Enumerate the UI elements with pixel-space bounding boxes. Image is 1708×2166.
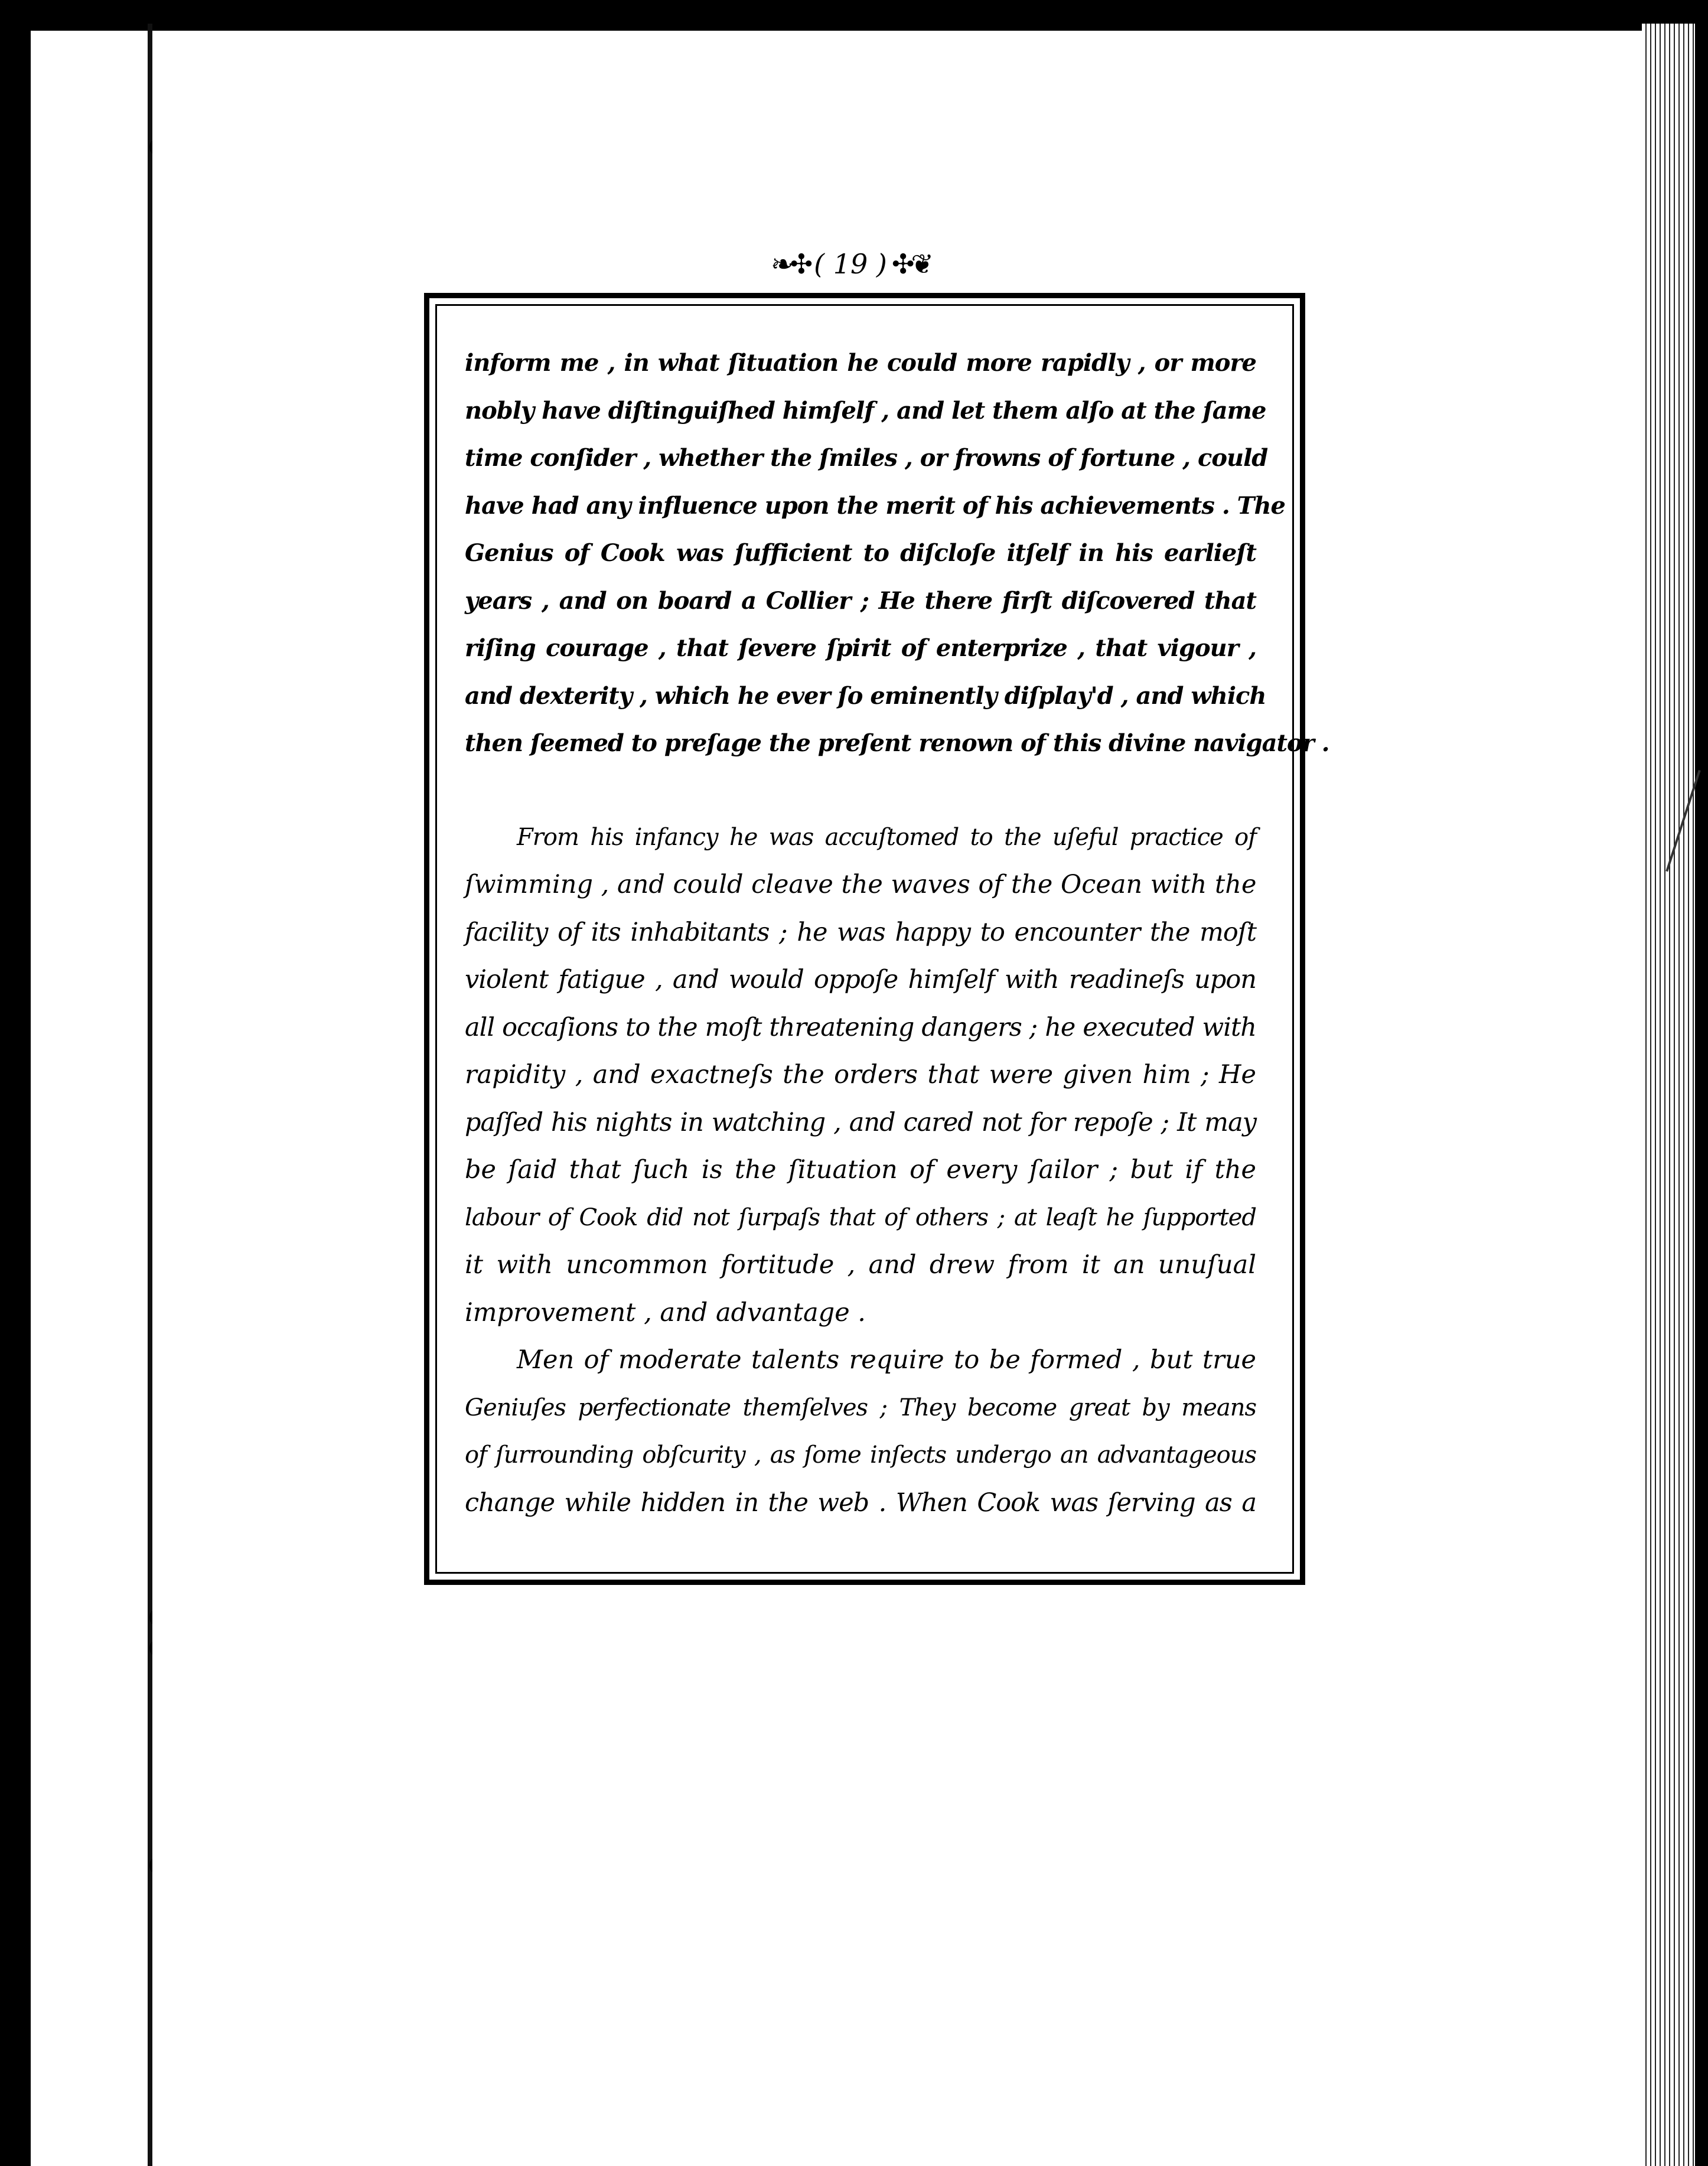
text-line: rapidity , and exactneſs the orders that were given him ; He <box>465 1060 1256 1089</box>
facing-page-edge <box>31 31 148 2166</box>
text-line: ſwimming , and could cleave the waves of the Ocean with the <box>465 870 1257 899</box>
page-number: ( 19 ) <box>814 248 887 280</box>
paragraph <box>465 340 1329 768</box>
text-line: and dexterity , which he ever ſo eminently diſplay'd , and which <box>465 681 1266 710</box>
text-line: change while hidden in the web . When Cook was ſerving as a <box>465 1488 1256 1518</box>
paragraph <box>465 814 1256 1337</box>
paragraph <box>465 1336 1256 1526</box>
text-line: nobly have diſtinguiſhed himſelf , and let them alſo at the ſame <box>465 396 1266 425</box>
text-line: inform me , in what ſituation he could more rapidly , or more <box>465 349 1256 377</box>
fleuron-right-icon: ✣❦ <box>891 248 930 280</box>
text-line: be ſaid that ſuch is the ſituation of every ſailor ; but if the <box>465 1155 1256 1185</box>
text-line: Geniuſes perfectionate themſelves ; They become great by means <box>465 1394 1256 1421</box>
text-frame <box>424 293 1329 1585</box>
text-line: then ſeemed to preſage the preſent renown of this divine navigator . <box>465 729 1329 757</box>
text-line: paſſed his nights in watching , and cared not for repoſe ; It may <box>465 1107 1256 1137</box>
text-line: all occaſions to the moſt threatening dangers ; he executed with <box>465 1012 1256 1042</box>
text-line: violent fatigue , and would oppoſe himſelf with readineſs upon <box>465 965 1256 994</box>
text-line: it with uncommon fortitude , and drew from it an unuſual <box>465 1250 1256 1280</box>
scan-top-border <box>0 0 1708 31</box>
text-line: From his infancy he was accuſtomed to the uſeful practice of <box>517 823 1256 851</box>
body-text <box>465 340 1329 1526</box>
fleuron-left-icon: ❧✣ <box>771 248 810 280</box>
text-line: riſing courage , that ſevere ſpirit of enterprize , that vigour , <box>465 634 1256 662</box>
gutter-line <box>148 24 152 2166</box>
text-line: improvement , and advantage . <box>465 1297 866 1327</box>
text-line: Genius of Cook was ſufficient to diſcloſe itſelf in his earlieſt <box>465 539 1256 567</box>
text-line: of ſurrounding obſcurity , as ſome inſects undergo an advantageous <box>465 1441 1256 1469</box>
text-line: have had any influence upon the merit of his achievements . The <box>465 491 1285 520</box>
text-line: time conſider , whether the ſmiles , or frowns of fortune , could <box>465 444 1268 472</box>
text-line: Men of moderate talents require to be formed , but true <box>517 1345 1256 1375</box>
scan-right-border <box>1695 0 1708 2166</box>
scan-left-border <box>0 0 31 2166</box>
running-head <box>738 243 963 285</box>
text-line: facility of its inhabitants ; he was happy to encounter the moſt <box>465 917 1256 947</box>
text-line: years , and on board a Collier ; He there firſt diſcovered that <box>465 586 1256 615</box>
text-line: labour of Cook did not ſurpaſs that of others ; at leaſt he ſupported <box>465 1203 1256 1231</box>
